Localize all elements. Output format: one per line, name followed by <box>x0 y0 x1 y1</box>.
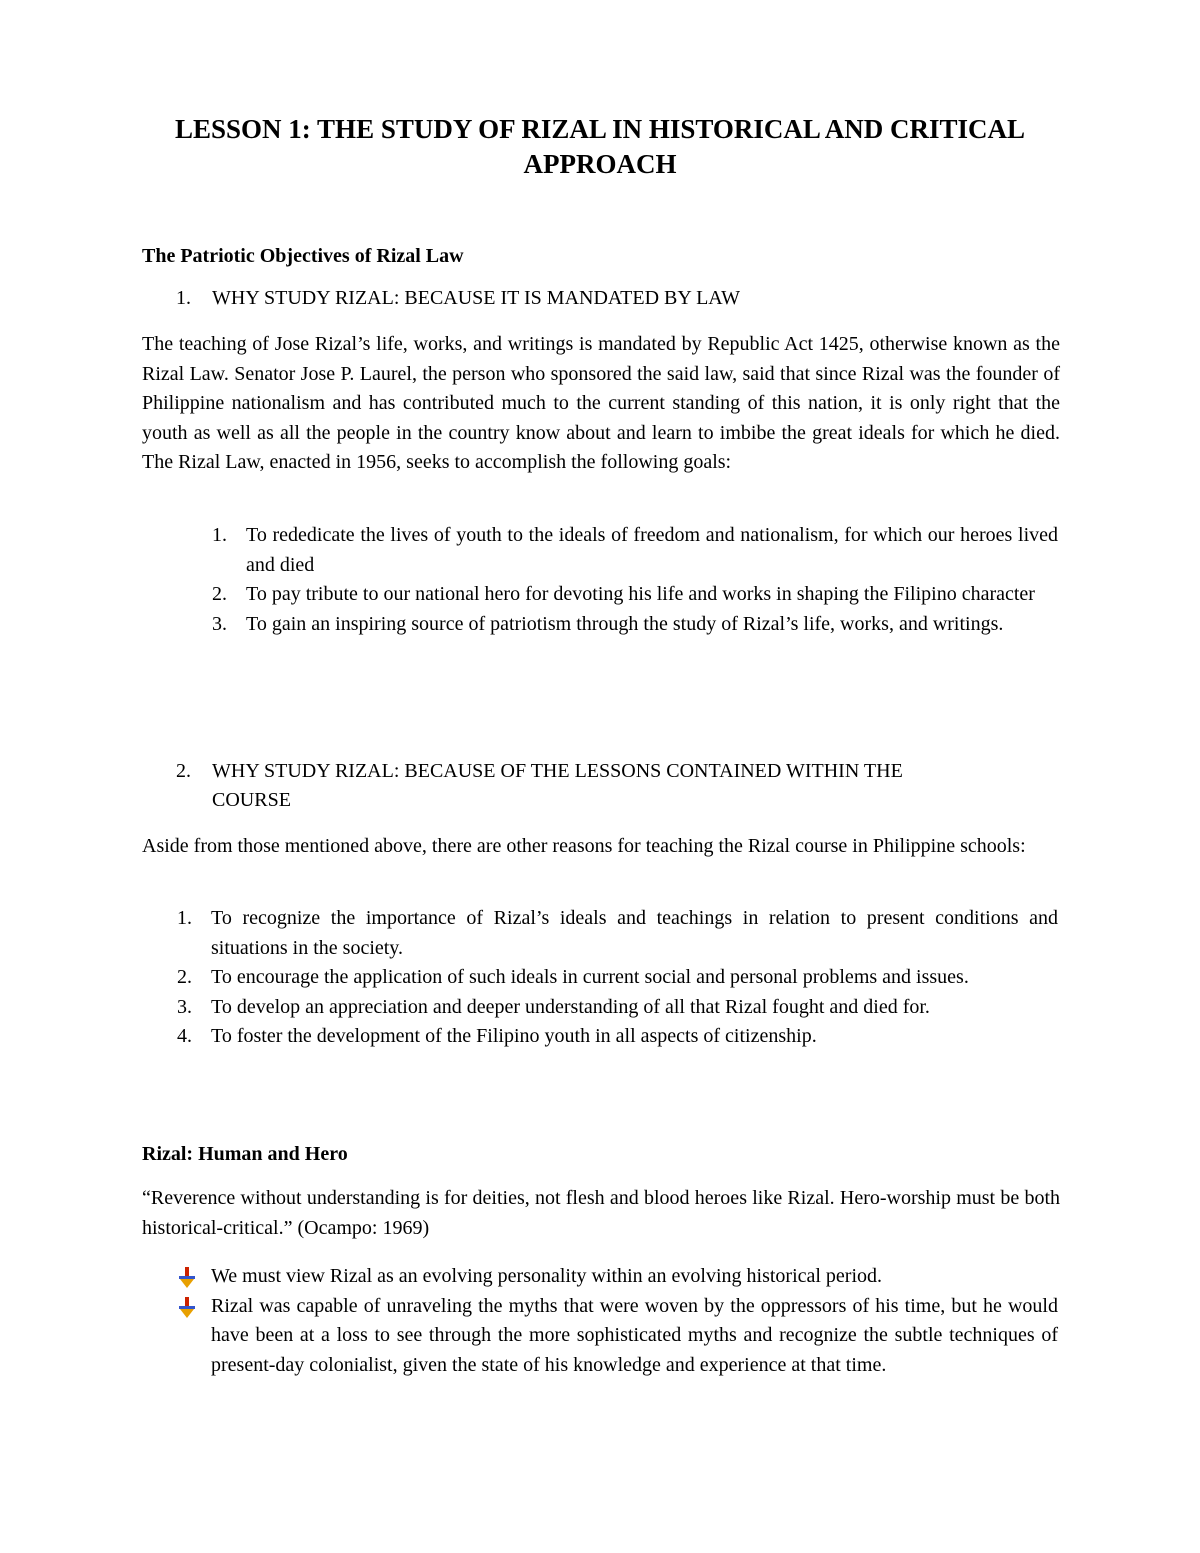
goal-item-3 <box>212 610 1058 640</box>
other-reasons-list <box>177 904 1058 1052</box>
numbered-heading-2 <box>142 757 1062 817</box>
arrow-down-bullet-icon <box>177 1267 197 1289</box>
reason-item-2 <box>177 963 1058 993</box>
goal-item-2 <box>212 580 1058 610</box>
section-heading-human-and-hero: Rizal: Human and Hero <box>142 1143 348 1165</box>
numbered-heading-2-line-2: COURSE <box>212 789 291 811</box>
goal-item-1-number: 1. <box>212 524 227 546</box>
numbered-heading-1 <box>142 284 1062 314</box>
ocampo-quote: “Reverence without understanding is for deities, not flesh and blood heroes like Rizal. Hero-worship must be both historical-critical.” (Ocampo: 1969) <box>142 1187 1060 1239</box>
bullet-item-2-text: Rizal was capable of unraveling the myths that were woven by the oppressors of his time, but he would have been at a loss to see through the more sophisticated myths and recognize the subtle techniques of present-day colonialist, given the state of his knowledge and experience at that time. <box>211 1294 1058 1376</box>
arrow-down-bullet-icon <box>177 1297 197 1319</box>
human-hero-bullet-list <box>211 1262 1058 1380</box>
other-reasons-paragraph: Aside from those mentioned above, there are other reasons for teaching the Rizal course in Philippine schools: <box>142 835 1026 857</box>
reason-item-4 <box>177 1022 1058 1052</box>
reason-item-3-text: To develop an appreciation and deeper understanding of all that Rizal fought and died for. <box>211 995 930 1018</box>
reason-item-3-number: 3. <box>177 995 192 1018</box>
goal-item-3-number: 3. <box>212 612 227 635</box>
numbered-heading-1-number: 1. <box>176 287 191 309</box>
reason-item-3 <box>177 993 1058 1023</box>
bullet-item-2 <box>211 1292 1058 1381</box>
rizal-law-goals-list <box>212 521 1058 639</box>
reason-item-1-text: To recognize the importance of Rizal’s ideals and teachings in relation to present conditions and situations in the society. <box>211 907 1058 959</box>
goal-item-3-text: To gain an inspiring source of patriotism through the study of Rizal’s life, works, and writings. <box>246 612 1004 635</box>
numbered-heading-2-number: 2. <box>176 760 191 782</box>
reason-item-4-number: 4. <box>177 1025 192 1048</box>
goal-item-2-number: 2. <box>212 583 227 606</box>
goal-item-1-text: To rededicate the lives of youth to the ideals of freedom and nationalism, for which our heroes lived and died <box>246 524 1058 576</box>
goal-item-1 <box>212 521 1058 580</box>
numbered-heading-2-line-1: WHY STUDY RIZAL: BECAUSE OF THE LESSONS CONTAINED WITHIN THE <box>212 760 903 782</box>
reason-item-1-number: 1. <box>177 907 192 929</box>
lesson-title <box>130 112 1070 182</box>
goal-item-2-text: To pay tribute to our national hero for devoting his life and works in shaping the Filipino character <box>246 583 1035 606</box>
bullet-item-1-text: We must view Rizal as an evolving personality within an evolving historical period. <box>211 1265 883 1287</box>
numbered-heading-1-text: WHY STUDY RIZAL: BECAUSE IT IS MANDATED BY LAW <box>212 287 740 309</box>
lesson-title-line-2: APPROACH <box>523 149 677 179</box>
reason-item-1 <box>177 904 1058 963</box>
reason-item-2-text: To encourage the application of such ideals in current social and personal problems and issues. <box>211 966 969 989</box>
rizal-law-paragraph: The teaching of Jose Rizal’s life, works, and writings is mandated by Republic Act 1425, otherwise known as the Rizal Law. Senator Jose P. Laurel, the person who sponsored the said law, said that since Rizal was the founder of Philippine nationalism and has contributed much to the current standing of this nation, it is only right that the youth as well as all the people in the country know about and learn to imbibe the great ideals for which he died. The Rizal Law, enacted in 1956, seeks to accomplish the following goals: <box>142 333 1060 474</box>
reason-item-2-number: 2. <box>177 966 192 989</box>
section-heading-rizal-law: The Patriotic Objectives of Rizal Law <box>142 245 464 267</box>
bullet-item-1 <box>211 1262 1058 1292</box>
reason-item-4-text: To foster the development of the Filipino youth in all aspects of citizenship. <box>211 1025 817 1048</box>
lesson-title-line-1: LESSON 1: THE STUDY OF RIZAL IN HISTORICAL AND CRITICAL <box>175 114 1025 144</box>
